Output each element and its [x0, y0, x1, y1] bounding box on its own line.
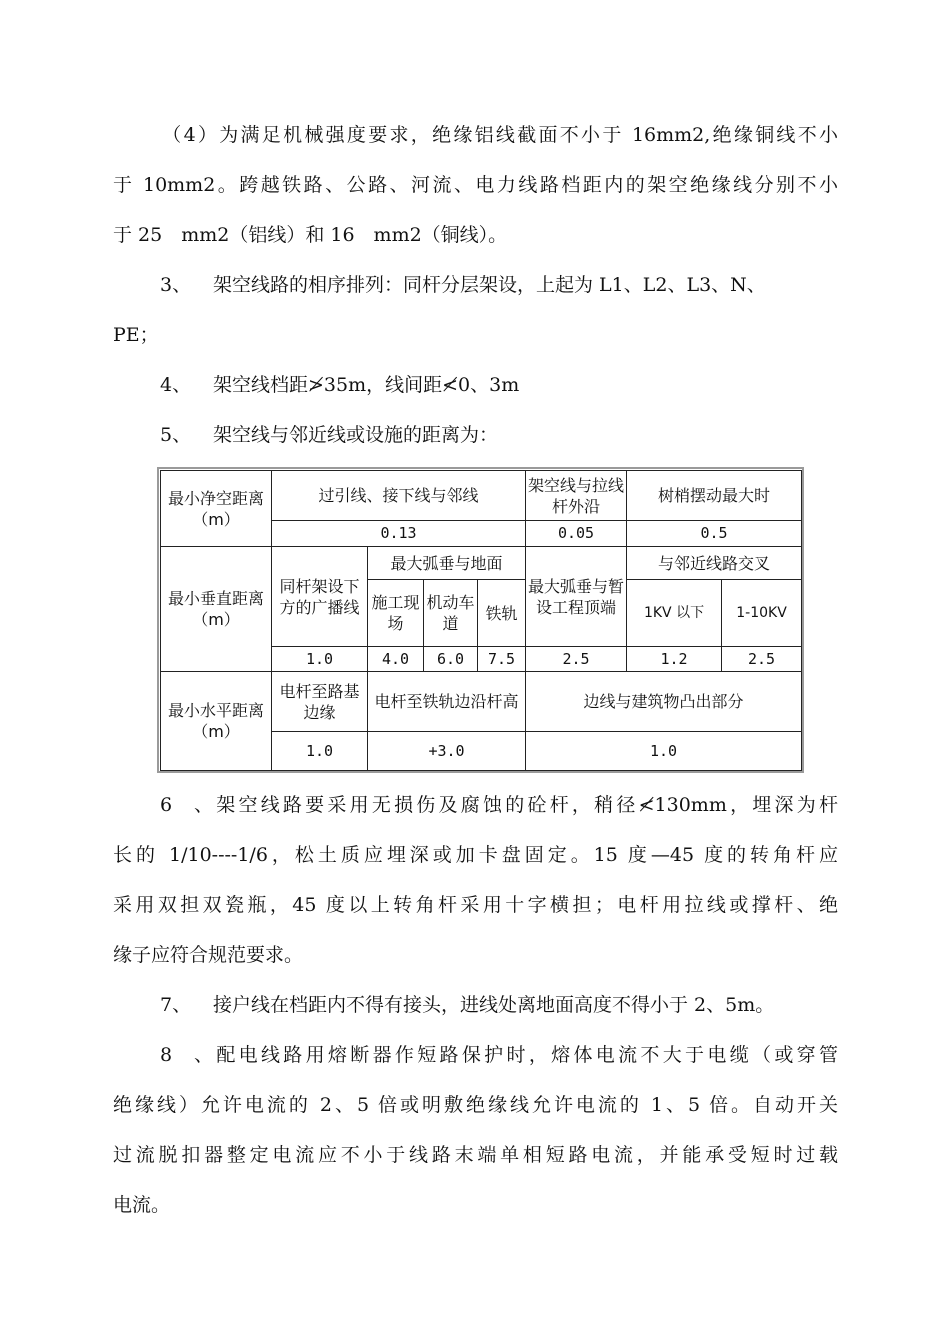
value-cell: 7.5 — [478, 647, 526, 672]
value-cell: 1.0 — [526, 732, 802, 771]
paragraph-line: 过流脱扣器整定电流应不小于线路末端单相短路电流，并能承受短时过载 — [113, 1144, 838, 1166]
paragraph-line: 于 10mm2。跨越铁路、公路、河流、电力线路档距内的架空绝缘线分别不小 — [113, 174, 838, 196]
list-number: 4、 — [160, 374, 192, 396]
list-item-8 — [160, 1042, 838, 1068]
paragraph-line: 绝缘线）允许电流的 2、5 倍或明敷绝缘线允许电流的 1、5 倍。自动开关 — [113, 1094, 838, 1116]
paragraph-line: 长的 1/10----1/6，松土质应埋深或加卡盘固定。15 度—45 度的转角杆应 — [113, 844, 838, 866]
paragraph-text: （4）为满足机械强度要求，绝缘铝线截面不小于 16mm2,绝缘铜线不小 — [160, 124, 838, 146]
value-cell: 1.2 — [627, 647, 722, 672]
paragraph-line — [113, 122, 838, 148]
list-item-5 — [160, 422, 838, 448]
paragraph-line: 电流。 — [113, 1194, 171, 1216]
header-cell: 铁轨 — [478, 580, 526, 647]
list-text: 接户线在档距内不得有接头，进线处离地面高度不得小于 2、5m。 — [213, 994, 775, 1016]
header-cell: 机动车道 — [424, 580, 478, 647]
list-item-6 — [160, 792, 838, 818]
list-text: 架空线路要采用无损伤及腐蚀的砼杆，稍径≮130mm，埋深为杆 — [213, 794, 838, 816]
distance-table — [160, 470, 802, 771]
list-text: 架空线与邻近线或设施的距离为： — [213, 424, 499, 446]
header-cell: 施工现场 — [368, 580, 424, 647]
list-item-7 — [160, 992, 838, 1018]
list-text: 架空线路的相序排列：同杆分层架设，上起为 L1、L2、L3、N、 — [213, 274, 766, 296]
value-cell: +3.0 — [368, 732, 526, 771]
header-cell: 边线与建筑物凸出部分 — [526, 672, 802, 732]
list-number: 3、 — [160, 274, 192, 296]
header-cell: 架空线与拉线杆外沿 — [526, 471, 627, 521]
header-cell: 与邻近线路交叉 — [627, 547, 802, 580]
paragraph-line: 缘子应符合规范要求。 — [113, 944, 304, 966]
value-cell: 0.05 — [526, 521, 627, 547]
header-cell: 最大弧垂与暂设工程顶端 — [526, 547, 627, 647]
value-cell: 2.5 — [526, 647, 627, 672]
header-cell: 1KV 以下 — [627, 580, 722, 647]
value-cell: 2.5 — [722, 647, 802, 672]
list-text: 架空线档距≯35m，线间距≮0、3m — [213, 374, 520, 396]
list-text: 配电线路用熔断器作短路保护时，熔体电流不大于电缆（或穿管 — [213, 1044, 838, 1066]
paragraph-line: 采用双担双瓷瓶，45 度以上转角杆采用十字横担；电杆用拉线或撑杆、绝 — [113, 894, 838, 916]
table-row — [161, 471, 802, 521]
list-number: 7、 — [160, 994, 192, 1016]
value-cell: 4.0 — [368, 647, 424, 672]
header-cell: 电杆至路基边缘 — [272, 672, 368, 732]
table-row — [161, 547, 802, 580]
table-row — [161, 672, 802, 732]
list-item-4 — [160, 372, 838, 398]
header-cell: 电杆至铁轨边沿杆高 — [368, 672, 526, 732]
value-cell: 1.0 — [272, 732, 368, 771]
header-cell: 最大弧垂与地面 — [368, 547, 526, 580]
value-cell: 6.0 — [424, 647, 478, 672]
row-label-clearance: 最小净空距离（m） — [161, 471, 272, 547]
header-cell: 过引线、接下线与邻线 — [272, 471, 526, 521]
list-number: 6、 — [160, 794, 213, 816]
header-cell: 同杆架设下方的广播线 — [272, 547, 368, 647]
paragraph-line: PE； — [113, 324, 159, 346]
value-cell: 0.5 — [627, 521, 802, 547]
value-cell: 0.13 — [272, 521, 526, 547]
header-cell: 1-10KV — [722, 580, 802, 647]
list-number: 8、 — [160, 1044, 213, 1066]
row-label-horizontal: 最小水平距离（m） — [161, 672, 272, 771]
list-number: 5、 — [160, 424, 192, 446]
value-cell: 1.0 — [272, 647, 368, 672]
paragraph-line: 于 25 mm2（铝线）和 16 mm2（铜线）。 — [113, 224, 508, 246]
row-label-vertical: 最小垂直距离（m） — [161, 547, 272, 672]
list-item-3 — [160, 272, 838, 298]
header-cell: 树梢摆动最大时 — [627, 471, 802, 521]
